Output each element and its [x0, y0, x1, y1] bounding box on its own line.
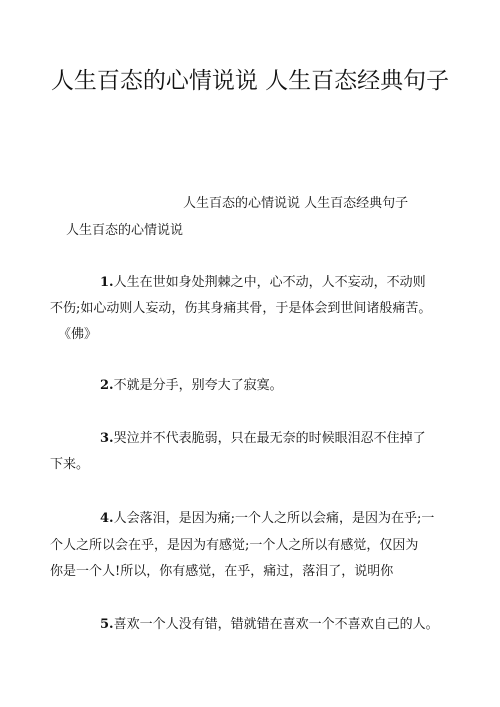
item-5-number: 5. — [100, 617, 114, 632]
item-3-line-2: 下来。 — [50, 457, 90, 472]
item-3-line-1 — [100, 428, 426, 449]
item-3-number: 3. — [100, 431, 114, 446]
item-4-line-3: 你是一个人!所以，你有感觉，在乎，痛过，落泪了，说明你 — [50, 564, 394, 579]
item-5-line-1 — [100, 614, 439, 635]
intro-line-1: 人生百态的心情说说 人生百态经典句子 — [183, 196, 409, 211]
item-5-text: 喜欢一个人没有错，错就错在喜欢一个不喜欢自己的人。 — [113, 617, 439, 632]
item-4-text: 人会落泪，是因为痛;一个人之所以会痛，是因为在乎;一 — [113, 511, 435, 526]
document-title: 人生百态的心情说说 人生百态经典句子 — [50, 68, 450, 94]
item-1-line-1 — [100, 272, 426, 293]
item-4-number: 4. — [100, 511, 114, 526]
item-2-text: 不就是分手，别夸大了寂寞。 — [113, 378, 283, 393]
item-1-line-2: 不伤;如心动则人妄动，伤其身痛其骨，于是体会到世间诸般痛苦。 — [50, 301, 432, 316]
item-1-line-3: 《佛》 — [58, 327, 98, 342]
item-2-number: 2. — [100, 378, 114, 393]
item-1-text: 人生在世如身处荆棘之中，心不动，人不妄动，不动则 — [113, 275, 426, 290]
intro-line-2: 人生百态的心情说说 — [66, 223, 184, 238]
item-1-number: 1. — [100, 275, 114, 290]
item-4-line-1 — [100, 508, 434, 529]
item-3-text: 哭泣并不代表脆弱，只在最无奈的时候眼泪忍不住掉了 — [113, 431, 426, 446]
item-4-line-2: 个人之所以会在乎，是因为有感觉;一个人之所以有感觉，仅因为 — [50, 538, 419, 553]
item-2-line-1 — [100, 375, 283, 396]
